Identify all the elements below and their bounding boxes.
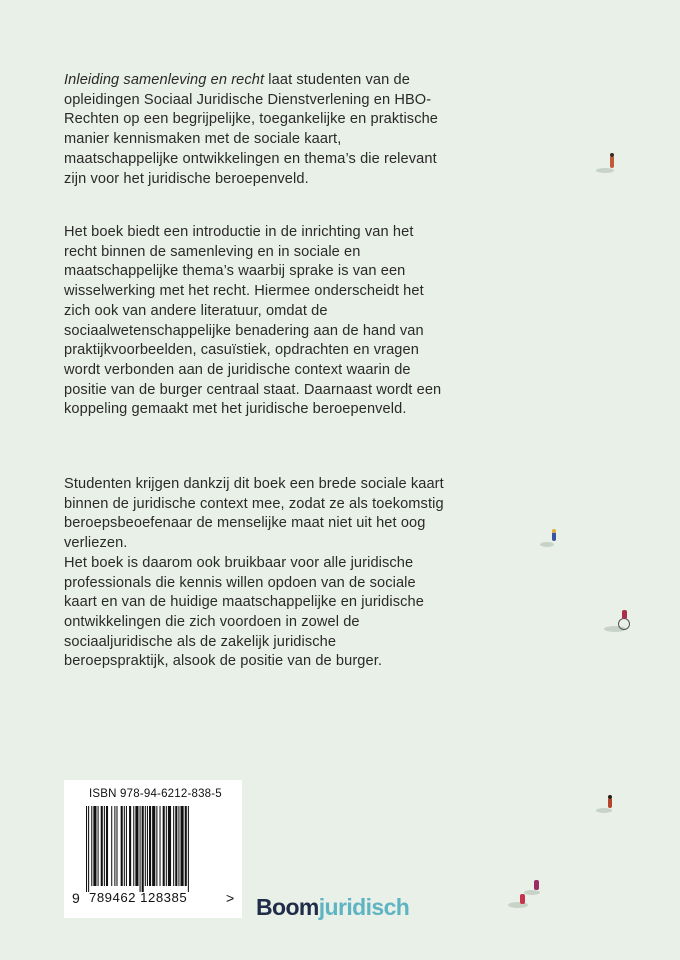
barcode-bar — [145, 806, 146, 886]
paragraph-professionals: Het boek is daarom ook bruikbaar voor alle juridische professionals die kennis willen opdoen van de sociale kaart en van de huidige maatschappelijke en juridische ontwikkelingen die zich voordoen in zowel de sociaaljuridische als de zakelijk juridische beroepspraktijk, alsook de positie van de burger. — [64, 554, 424, 670]
paragraph-introduction: Het boek biedt een introductie in de inrichting van het recht binnen de samenleving en in sociale en maatschappelijke thema’s waarbij sprake is van een wisselwerking met het recht. Hiermee onderscheidt het zich ook van andere literatuur, omdat de sociaalwetenschappelijke benadering aan de hand van praktijkvoorbeelden, casuïstiek, opdrachten en vragen wordt verbonden aan de juridische context waarin de positie van de burger centraal staat. Daarnaast wordt een koppeling gemaakt met het juridische beroepenveld. — [64, 224, 442, 418]
barcode-bar — [166, 806, 167, 886]
isbn-barcode — [64, 780, 242, 918]
ean-first-digit: 9 — [72, 890, 80, 906]
barcode-bar — [163, 806, 165, 886]
barcode-bar — [104, 806, 105, 886]
barcode-bar — [152, 806, 155, 886]
paragraph-intro-text: laat studenten van de opleidingen Sociaal Juridische Dienstverlening en HBO-Rechten op een begrijpelijke, toegankelijke en praktische manier kennismaken met de sociale kaart, maatschappelijke ontwikkelingen en thema’s die relevant zijn voor het juridische beroepenveld. — [64, 72, 439, 187]
publisher-logo-boom: Boom — [256, 894, 319, 920]
barcode-bar — [185, 806, 187, 886]
cyclist-figure — [604, 610, 634, 636]
barcode-bar — [178, 806, 179, 886]
barcode-bar — [181, 806, 184, 886]
barcode-bar — [88, 806, 89, 892]
barcode-bar — [149, 806, 151, 886]
barcode-bar — [129, 806, 131, 886]
paragraph-students-group — [64, 475, 444, 672]
barcode-bar — [140, 806, 141, 892]
barcode-bar — [126, 806, 127, 886]
barcode-bar — [98, 806, 99, 886]
two-people-figure — [508, 878, 548, 912]
barcode-bar — [116, 806, 117, 886]
barcode-bar — [168, 806, 171, 886]
walking-person-figure-2 — [596, 796, 620, 816]
barcode-bar — [175, 806, 177, 886]
publisher-logo-juridisch: juridisch — [318, 894, 410, 920]
barcode-bar — [124, 806, 125, 886]
paragraph-intro — [64, 71, 444, 189]
barcode-bar — [86, 806, 87, 892]
barcode-bar — [135, 806, 138, 886]
barcode-bar — [121, 806, 123, 886]
standing-person-figure — [540, 530, 564, 550]
barcode-bar — [160, 806, 161, 886]
barcode-bar — [173, 806, 174, 886]
barcode-bar — [106, 806, 108, 886]
barcode-bar — [114, 806, 115, 886]
barcode-bar — [133, 806, 134, 886]
barcode-bar — [156, 806, 157, 886]
barcode-bar — [91, 806, 92, 886]
barcode-bar — [188, 806, 189, 892]
publisher-logo — [256, 894, 409, 921]
book-title-italic: Inleiding samenleving en recht — [64, 72, 265, 88]
ean-arrow: > — [226, 890, 235, 906]
barcode-bar — [147, 806, 148, 886]
ean-digits: 789462 128385 — [89, 890, 188, 905]
barcode-bar — [111, 806, 112, 886]
barcode-bar — [93, 806, 96, 886]
barcode-bar — [142, 806, 144, 892]
paragraph-students: Studenten krijgen dankzij dit boek een brede sociale kaart binnen de juridische context mee, zodat ze als toekomstig beroepsbeoefenaar de menselijke maat niet uit het oog verliezen. — [64, 476, 444, 552]
isbn-label: ISBN 978-94-6212-838-5 — [89, 788, 222, 800]
walking-person-figure — [596, 156, 626, 176]
barcode-bar — [101, 806, 103, 886]
barcode-bars — [86, 806, 226, 892]
